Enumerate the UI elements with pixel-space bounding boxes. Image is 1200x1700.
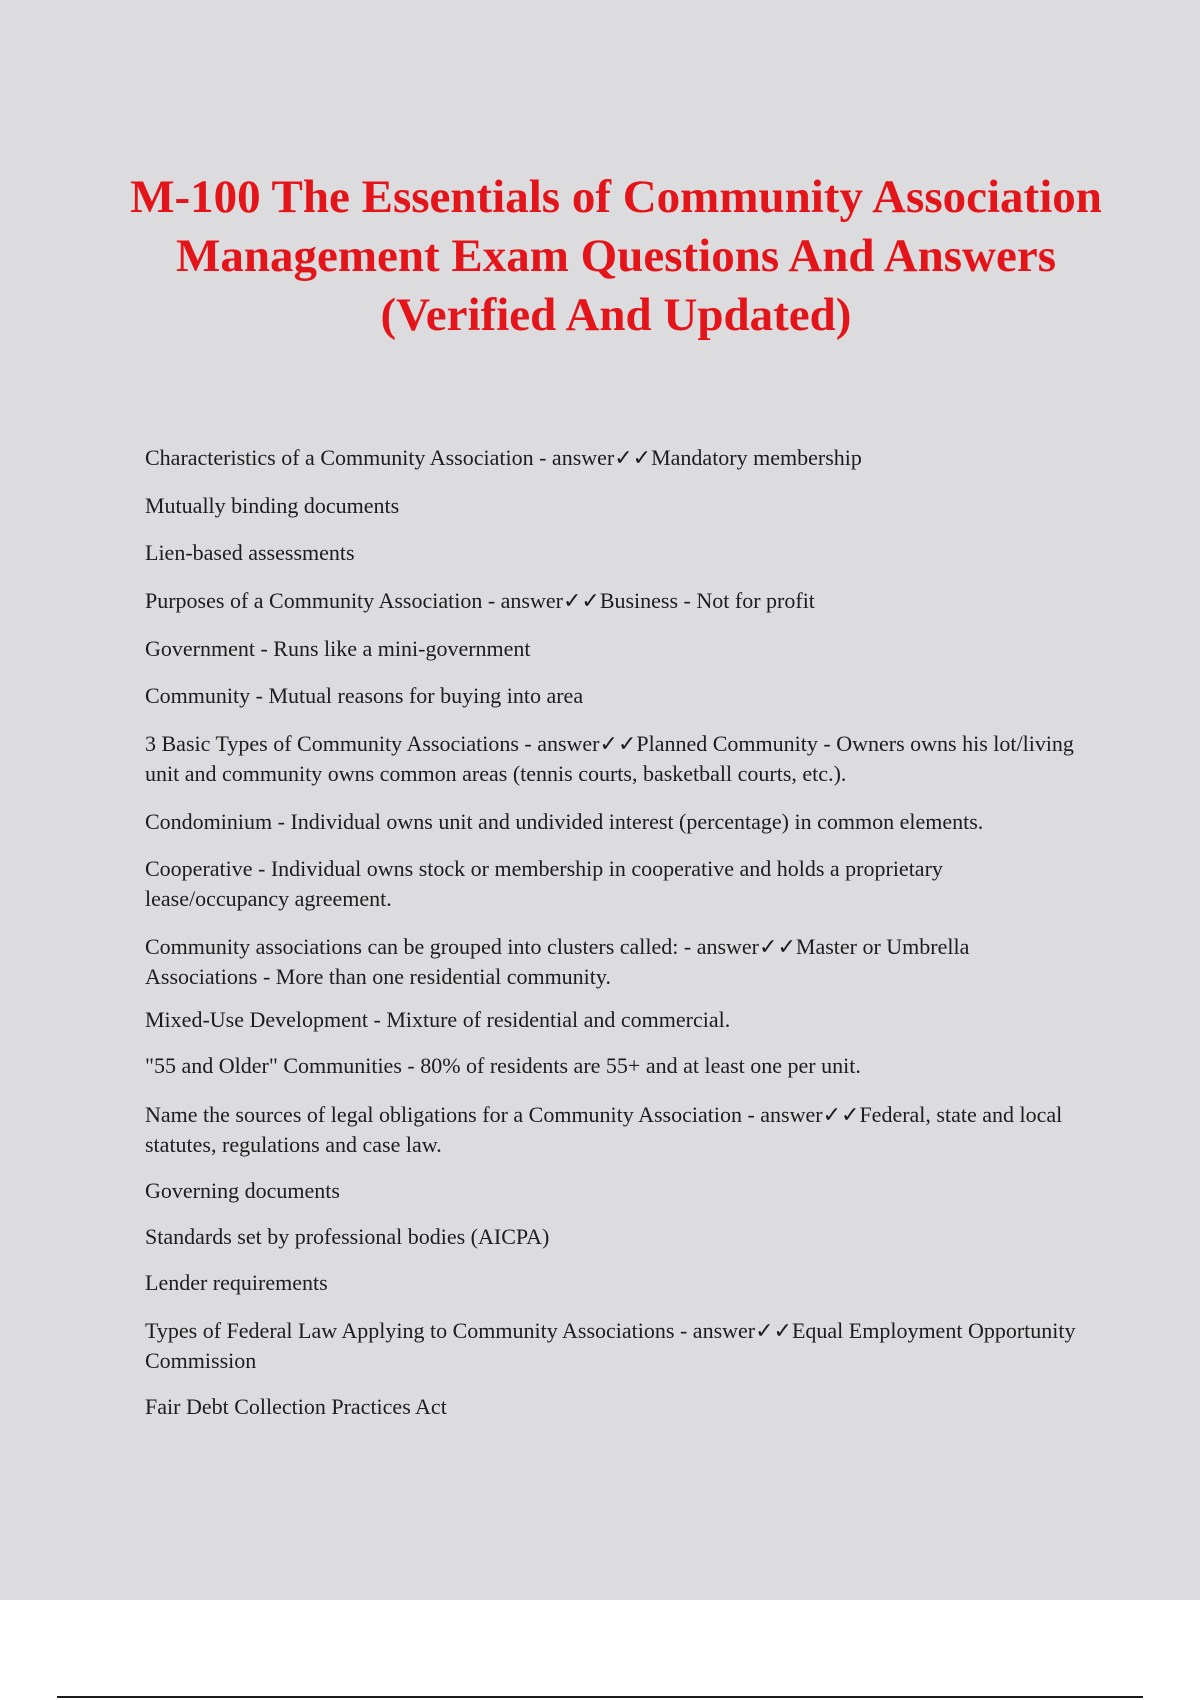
paragraph: Name the sources of legal obligations for a Community Association - answer✓✓Federal, state and local statutes, regulations and case law. — [145, 1102, 1063, 1157]
paragraph: Purposes of a Community Association - answer✓✓Business - Not for profit — [145, 588, 815, 613]
paragraph: Community - Mutual reasons for buying into area — [145, 683, 584, 708]
paragraph: Standards set by professional bodies (AICPA) — [145, 1224, 550, 1249]
paragraph: Government - Runs like a mini-government — [145, 636, 531, 661]
paragraph: 3 Basic Types of Community Associations - answer✓✓Planned Community - Owners owns his lot/living unit and community owns common areas (tennis courts, basketball courts, etc.). — [145, 731, 1074, 786]
document-title: M-100 The Essentials of Community Association Management Exam Questions And Answers (Verified And Updated) — [130, 171, 1102, 341]
paragraph: Condominium - Individual owns unit and undivided interest (percentage) in common elements. — [145, 809, 984, 834]
footer-divider — [57, 1696, 1143, 1698]
paragraph: Cooperative - Individual owns stock or membership in cooperative and holds a proprietary lease/occupancy agreement. — [145, 856, 943, 911]
paragraph: Mixed-Use Development - Mixture of residential and commercial. — [145, 1007, 731, 1032]
paragraph: Fair Debt Collection Practices Act — [145, 1394, 447, 1419]
paragraph: Governing documents — [145, 1178, 340, 1203]
paragraph: Lender requirements — [145, 1270, 328, 1295]
paragraph: Community associations can be grouped into clusters called: - answer✓✓Master or Umbrella Associations - More than one residential community. — [145, 934, 970, 989]
paragraph: Lien-based assessments — [145, 540, 355, 565]
document-body — [145, 443, 1085, 1422]
paragraph: "55 and Older" Communities - 80% of residents are 55+ and at least one per unit. — [145, 1053, 861, 1078]
paragraph: Characteristics of a Community Association - answer✓✓Mandatory membership — [145, 445, 862, 470]
paragraph: Mutually binding documents — [145, 493, 400, 518]
paragraph: Types of Federal Law Applying to Community Associations - answer✓✓Equal Employment Opportunity Commission — [145, 1318, 1076, 1373]
